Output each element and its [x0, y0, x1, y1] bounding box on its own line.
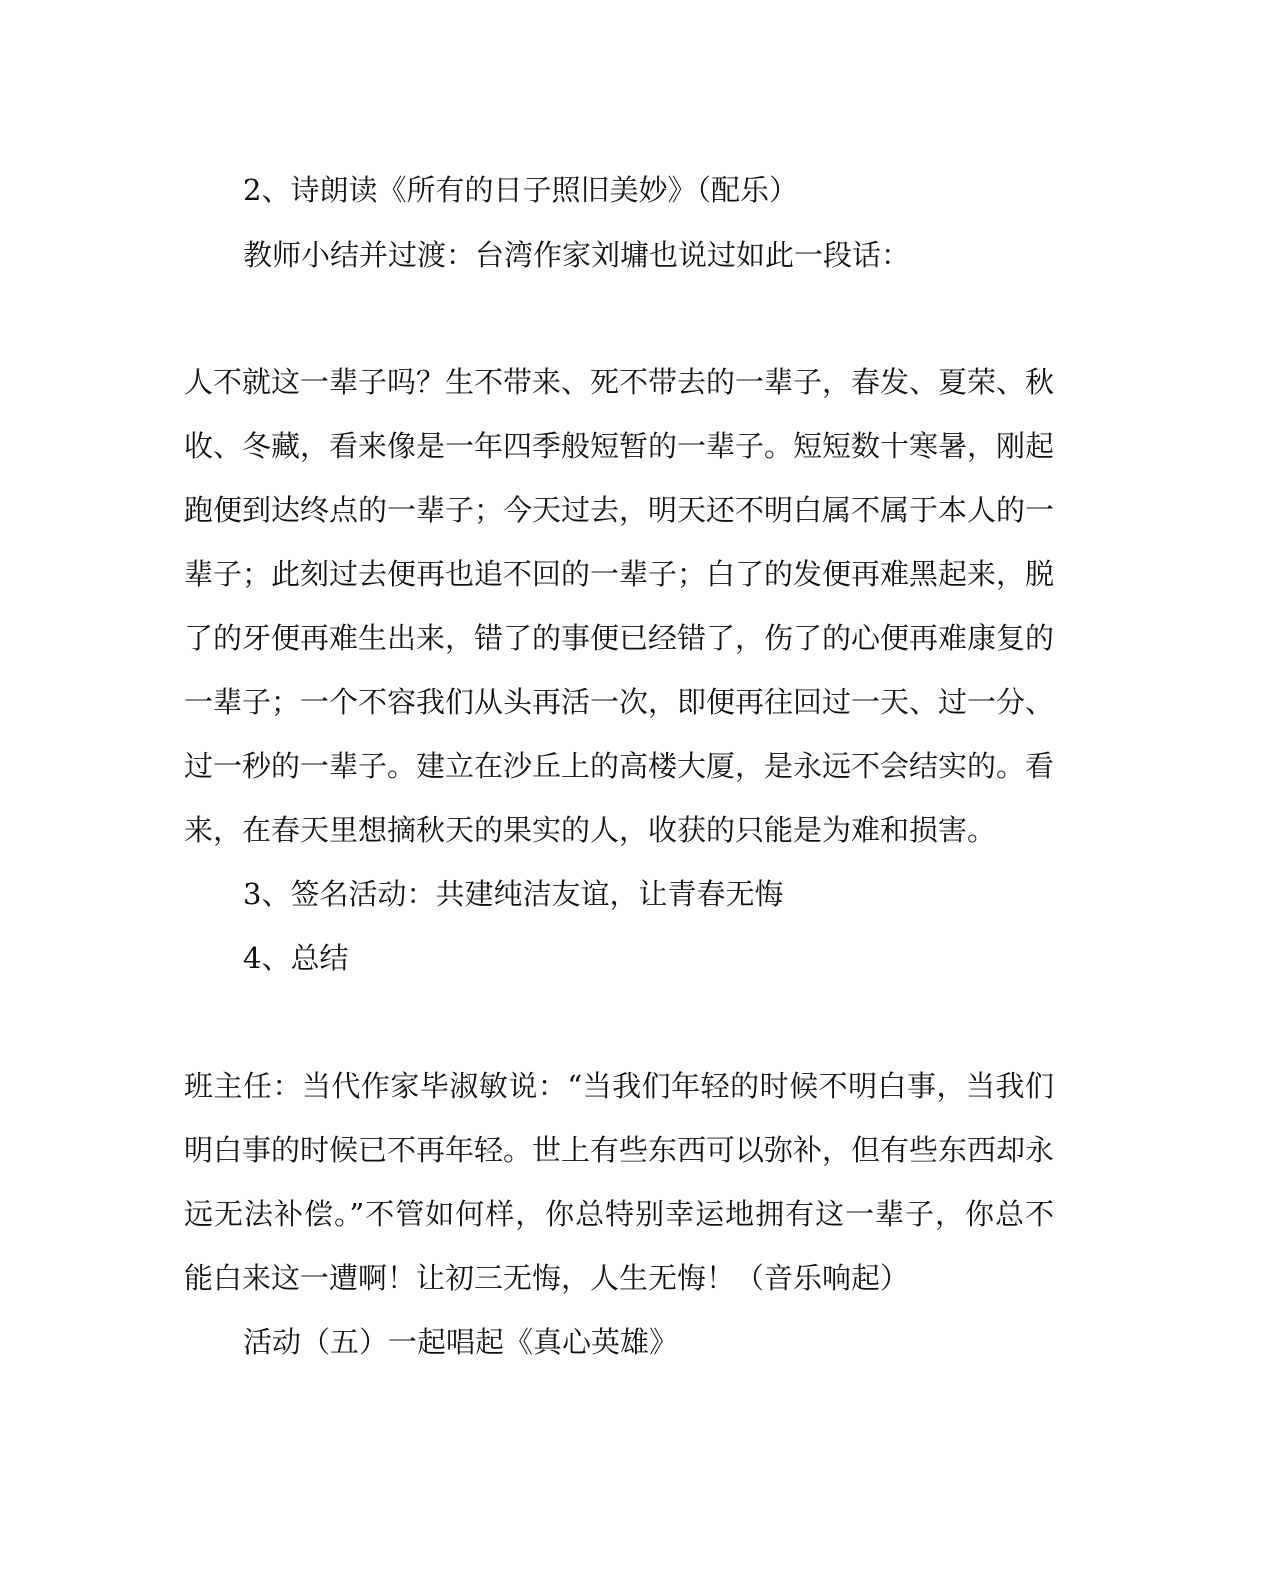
item-4-heading: 4、总结 — [243, 941, 349, 975]
closing-line: 班主任：当代作家毕淑敏说：“当我们年轻的时候不明白事，当我们 — [184, 1069, 1054, 1103]
quote-line: 一辈子；一个不容我们从头再活一次，即便再往回过一天、过一分、 — [184, 685, 1055, 719]
quote-line: 了的牙便再难生出来，错了的事便已经错了，伤了的心便再难康复的 — [184, 621, 1055, 655]
item-2-heading: 2、诗朗读《所有的日子照旧美妙》（配乐） — [243, 173, 798, 207]
quote-line: 来，在春天里想摘秋天的果实的人，收获的只能是为难和损害。 — [184, 813, 997, 847]
quote-line: 跑便到达终点的一辈子；今天过去，明天还不明白属不属于本人的一 — [184, 493, 1055, 527]
closing-line: 明白事的时候已不再年轻。世上有些东西可以弥补，但有些东西却永 — [184, 1133, 1055, 1167]
activity-5-heading: 活动（五）一起唱起《真心英雄》 — [243, 1325, 679, 1359]
closing-line: 能白来这一遭啊！让初三无悔，人生无悔！（音乐响起） — [184, 1261, 910, 1295]
quote-line: 收、冬藏，看来像是一年四季般短暂的一辈子。短短数十寒暑，刚起 — [184, 429, 1055, 463]
quote-line: 辈子；此刻过去便再也追不回的一辈子；白了的发便再难黑起来，脱 — [184, 557, 1055, 591]
quote-line: 过一秒的一辈子。建立在沙丘上的高楼大厦，是永远不会结实的。看 — [184, 749, 1055, 783]
item-3-heading: 3、签名活动：共建纯洁友谊，让青春无悔 — [243, 877, 784, 911]
closing-line: 远无法补偿。”不管如何样，你总特别幸运地拥有这一辈子，你总不 — [184, 1197, 1054, 1231]
teacher-summary: 教师小结并过渡：台湾作家刘墉也说过如此一段话： — [243, 238, 911, 272]
quote-line: 人不就这一辈子吗？生不带来、死不带去的一辈子，春发、夏荣、秋 — [184, 365, 1055, 399]
